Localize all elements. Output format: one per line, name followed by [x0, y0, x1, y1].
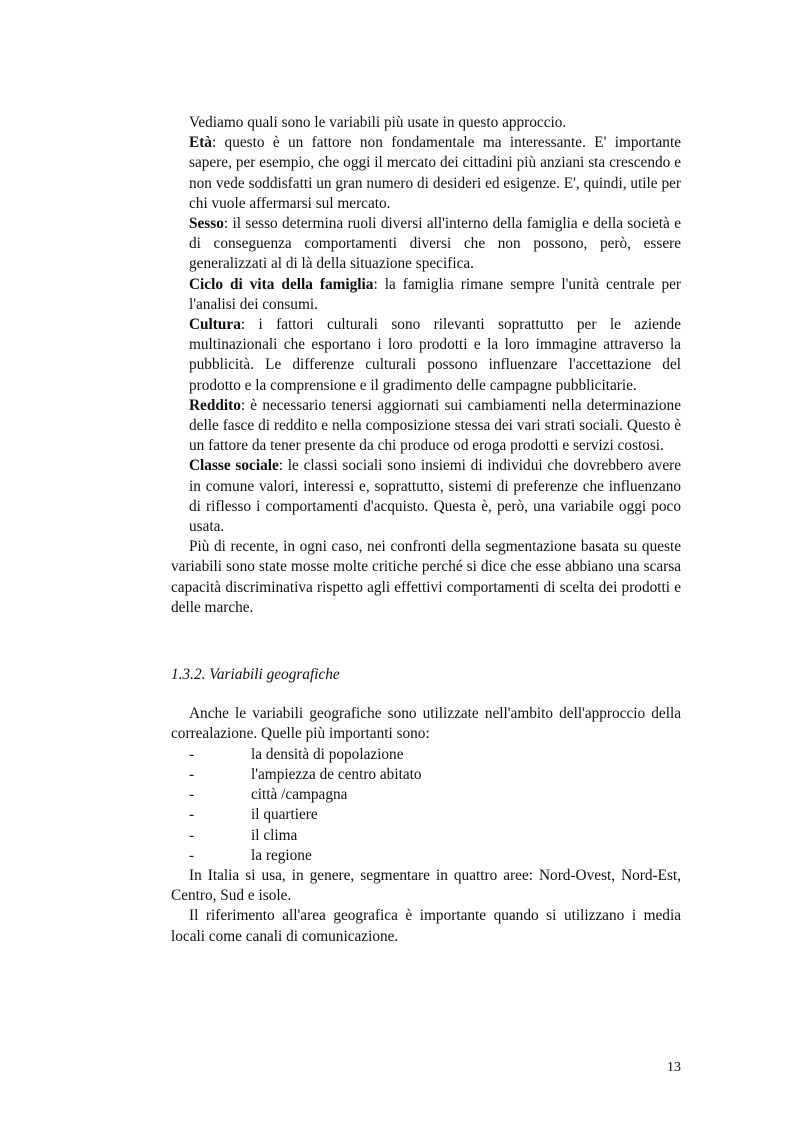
variable-term: Cultura [189, 316, 241, 334]
italy-paragraph: In Italia si usa, in genere, segmentare in quattro aree: Nord-Ovest, Nord-Est, Centro, Sud e isole. [171, 866, 681, 905]
variable-term: Ciclo di vita della famiglia [189, 275, 374, 293]
list-item [189, 826, 681, 846]
variable-description: : questo è un fattore non fondamentale ma interessante. E' importante sapere, per esempio, che oggi il mercato dei cittadini più anziani sta crescendo e non vede soddisfatti un gran numero di desideri ed esigenze. E', quindi, utile per chi vuole affermarsi sul mercato. [189, 134, 681, 212]
variable-description: : il sesso determina ruoli diversi all'interno della famiglia e della società e di conseguenza comportamenti diversi che non possono, però, essere generalizzati al di là della situazione specifica. [189, 215, 681, 273]
dash-marker: - [189, 765, 195, 783]
list-item [189, 745, 681, 765]
criticism-paragraph: Più di recente, in ogni caso, nei confronti della segmentazione basata su queste variabili sono state mosse molte critiche perché si dice che esse abbiano una scarsa capacità discriminativa rispetto agli effettivi comportamenti di scelta dei prodotti e delle marche. [171, 538, 681, 616]
geo-intro-paragraph: Anche le variabili geografiche sono utilizzate nell'ambito dell'approccio della correalazione. Quelle più importanti sono: [171, 705, 681, 743]
intro-paragraph: Vediamo quali sono le variabili più usate in questo approccio. [189, 114, 567, 131]
variable-description: : è necessario tenersi aggiornati sui cambiamenti nella determinazione delle fasce di reddito e nella composizione stessa dei vari strati sociali. Questo è un fattore da tener presente da chi produce od eroga prodotti e servizi costosi. [189, 396, 681, 455]
list-item [189, 805, 681, 825]
dash-marker: - [189, 786, 195, 804]
list-item-text: la regione [251, 846, 312, 864]
dash-marker: - [189, 846, 195, 864]
variable-item [171, 456, 681, 537]
variables-list [171, 133, 681, 537]
variable-description: : le classi sociali sono insiemi di individui che dovrebbero avere in comune valori, interessi e, soprattutto, sistemi di preferenze che influenzano di riflesso i comportamenti d'acquisto. Questa è, però, una variabile oggi poco usata. [189, 457, 681, 536]
variable-item [171, 315, 681, 396]
document-page [171, 113, 681, 947]
variable-term: Classe sociale [189, 457, 279, 475]
list-item [189, 785, 681, 805]
variable-item [171, 275, 681, 315]
list-item-text: l'ampiezza de centro abitato [251, 765, 422, 783]
list-item-text: città /campagna [251, 786, 348, 804]
area-paragraph: Il riferimento all'area geografica è importante quando si utilizzano i media locali come canali di comunicazione. [171, 907, 681, 945]
variable-item [171, 133, 681, 214]
list-item-text: la densità di popolazione [251, 745, 404, 763]
list-item-text: il quartiere [251, 806, 318, 824]
page-number: 13 [667, 1060, 681, 1075]
variable-item [171, 396, 681, 457]
section-heading: 1.3.2. Variabili geografiche [171, 666, 340, 684]
dash-marker: - [189, 745, 195, 763]
variable-term: Reddito [189, 396, 241, 414]
dash-marker: - [189, 806, 195, 824]
variable-term: Sesso [189, 215, 224, 233]
list-item-text: il clima [251, 826, 298, 844]
geo-variables-list [171, 745, 681, 866]
variable-item [171, 214, 681, 275]
variable-description: : i fattori culturali sono rilevanti soprattutto per le aziende multinazionali che esportano i loro prodotti e la loro immagine attraverso la pubblicità. Le differenze culturali possono influenzare l'accettazione del prodotto e la comprensione e il gradimento delle campagne pubblicitarie. [189, 316, 681, 394]
dash-marker: - [189, 826, 195, 844]
variable-description: : la famiglia rimane sempre l'unità centrale per l'analisi dei consumi. [189, 275, 681, 313]
list-item [189, 846, 681, 866]
list-item [189, 765, 681, 785]
variable-term: Età [189, 134, 212, 152]
